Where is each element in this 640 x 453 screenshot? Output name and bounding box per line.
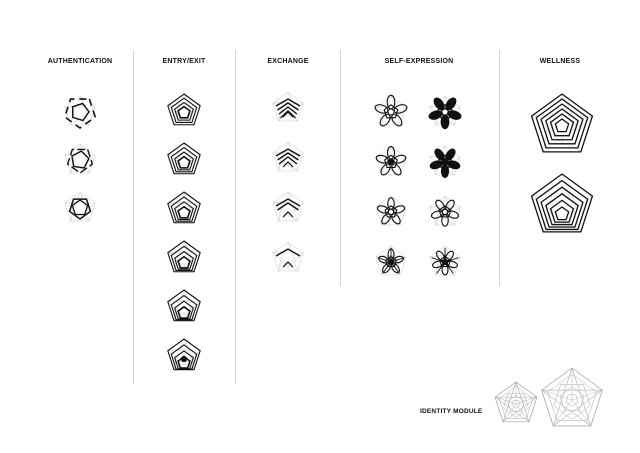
exchange-icon bbox=[273, 92, 303, 121]
exchange-icon bbox=[273, 192, 303, 221]
header-self-expression: SELF-EXPRESSION bbox=[384, 58, 454, 65]
wellness-icon bbox=[532, 94, 593, 152]
authentication-icon bbox=[65, 96, 95, 128]
header-entry-exit: ENTRY/EXIT bbox=[162, 58, 206, 65]
self-expression-icon bbox=[375, 146, 406, 177]
identity-module-label: IDENTITY MODULE bbox=[420, 408, 483, 415]
authentication-icon bbox=[65, 192, 95, 221]
header-wellness: WELLNESS bbox=[539, 58, 581, 65]
entry-exit-icon bbox=[168, 143, 200, 174]
identity-module-icon bbox=[542, 368, 603, 426]
identity-module-icon bbox=[495, 382, 537, 422]
entry-exit-icon bbox=[168, 94, 200, 125]
entry-exit-icon bbox=[168, 241, 200, 272]
self-expression-icon bbox=[376, 246, 406, 275]
wellness-icon bbox=[532, 174, 593, 232]
self-expression-icon bbox=[428, 96, 462, 129]
exchange-icon bbox=[273, 242, 303, 271]
authentication-icon bbox=[65, 144, 95, 173]
header-authentication: AUTHENTICATION bbox=[47, 58, 113, 65]
exchange-icon bbox=[273, 142, 303, 171]
entry-exit-icon bbox=[168, 339, 200, 370]
entry-exit-icon bbox=[168, 192, 200, 223]
self-expression-icon bbox=[376, 196, 406, 225]
self-expression-icon bbox=[430, 246, 460, 275]
self-expression-icon bbox=[430, 196, 460, 226]
self-expression-icon bbox=[429, 146, 460, 177]
self-expression-icon bbox=[374, 95, 408, 127]
header-exchange: EXCHANGE bbox=[267, 58, 309, 65]
entry-exit-icon bbox=[168, 290, 200, 321]
